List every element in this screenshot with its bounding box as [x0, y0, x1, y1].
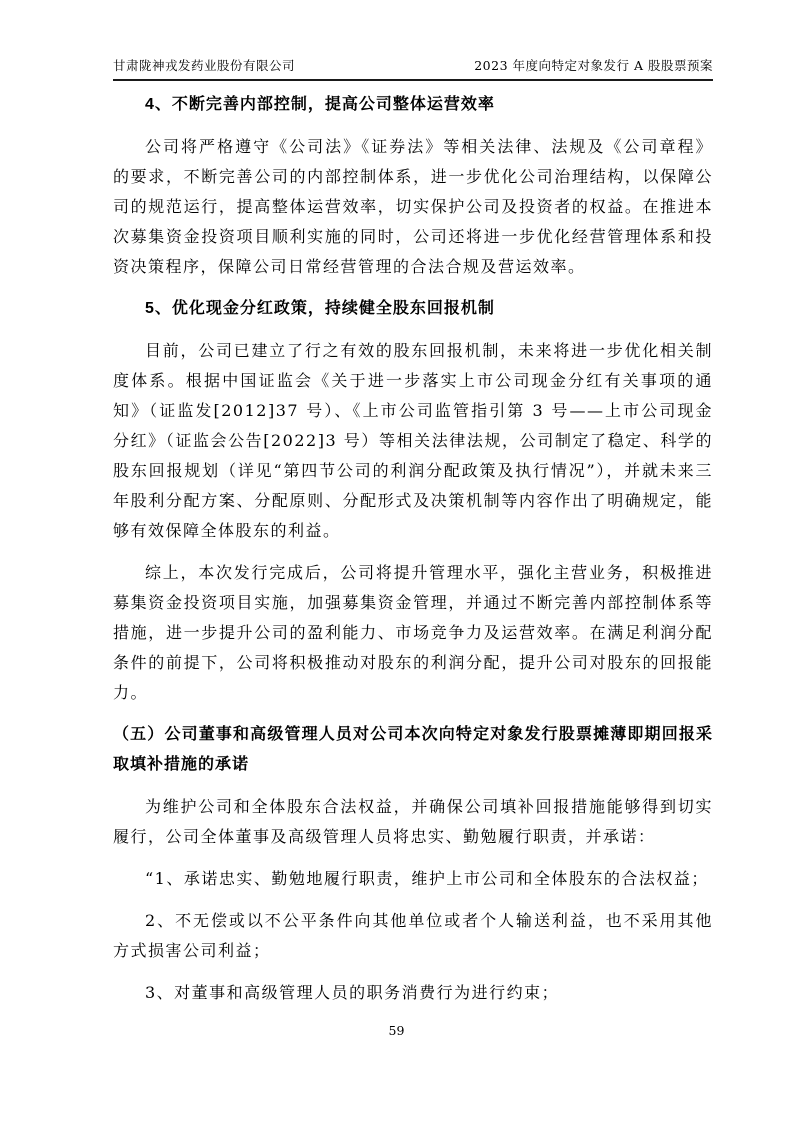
list-item-commitment-2: 2、不无偿或以不公平条件向其他单位或者个人输送利益，也不采用其他方式损害公司利益；	[113, 911, 713, 960]
page-header	[113, 56, 713, 81]
heading-internal-control: 4、不断完善内部控制，提高公司整体运营效率	[145, 96, 495, 113]
heading-dividend-policy: 5、优化现金分红政策，持续健全股东回报机制	[145, 300, 495, 317]
list-item-commitment-3: 3、对董事和高级管理人员的职务消费行为进行约束；	[145, 983, 560, 1002]
paragraph: 目前，公司已建立了行之有效的股东回报机制，未来将进一步优化相关制度体系。根据中国证监会《关于进一步落实上市公司现金分红有关事项的通知》（证监发[2012]37 号）、《上市公司监管指引第 3 号——上市公司现金分红》（证监会公告[2022]3 号）等相关法律法规，公司制定了稳定、科学的股东回报规划（详见“第四节公司的利润分配政策及执行情况”），并就未来三年股利分配方案、分配原则、分配形式及决策机制等内容作出了明确规定，能够有效保障全体股东的利益。	[113, 341, 713, 540]
page-number: 59	[388, 1023, 405, 1038]
header-company-name: 甘肃陇神戎发药业股份有限公司	[113, 58, 296, 73]
header-doc-title: 2023 年度向特定对象发行 A 股股票预案	[474, 58, 713, 73]
paragraph: 公司将严格遵守《公司法》《证券法》等相关法律、法规及《公司章程》的要求，不断完善公司的内部控制体系，进一步优化公司治理结构，以保障公司的规范运行，提高整体运营效率，切实保护公司及投资者的权益。在推进本次募集资金投资项目顺利实施的同时，公司还将进一步优化经营管理体系和投资决策程序，保障公司日常经营管理的合法合规及营运效率。	[113, 137, 713, 276]
paragraph: 为维护公司和全体股东合法权益，并确保公司填补回报措施能够得到切实履行，公司全体董事及高级管理人员将忠实、勤勉履行职责，并承诺：	[113, 797, 713, 846]
page-footer	[0, 1023, 793, 1038]
paragraph: 综上，本次发行完成后，公司将提升管理水平，强化主营业务，积极推进募集资金投资项目实施，加强募集资金管理，并通过不断完善内部控制体系等措施，进一步提升公司的盈利能力、市场竞争力及运营效率。在满足利润分配条件的前提下，公司将积极推动对股东的利润分配，提升公司对股东的回报能力。	[113, 563, 713, 702]
heading-section-five-commitments: （五）公司董事和高级管理人员对公司本次向特定对象发行股票摊薄即期回报采取填补措施的承诺	[113, 726, 713, 773]
list-item-commitment-1: “1、承诺忠实、勤勉地履行职责，维护上市公司和全体股东的合法权益；	[145, 869, 709, 888]
document-body	[113, 90, 713, 1020]
